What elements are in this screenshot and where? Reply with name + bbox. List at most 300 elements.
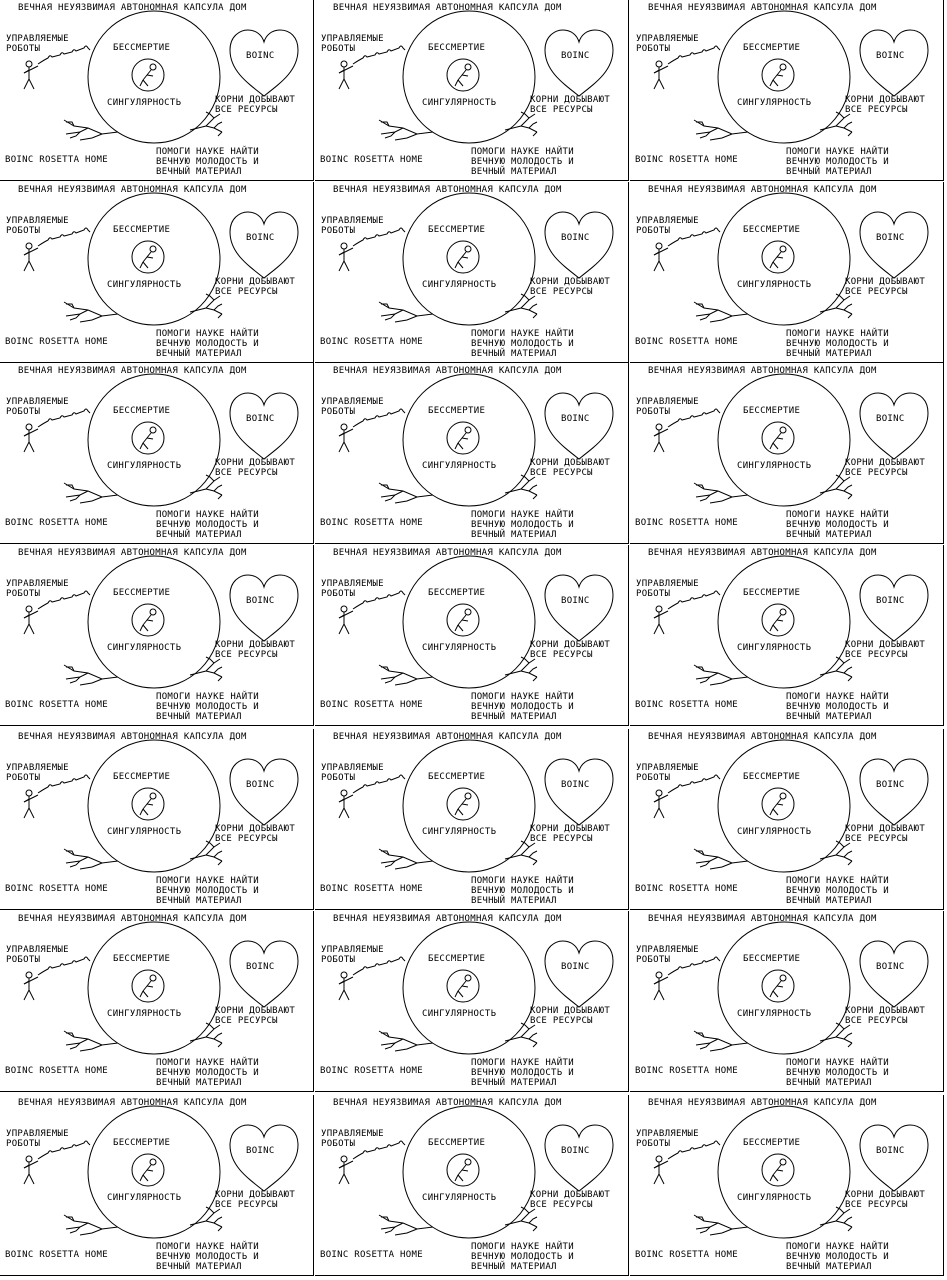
roots-right-icon <box>190 475 222 499</box>
rosetta-label: BOINC ROSETTA HOME <box>5 884 108 894</box>
roots-label: КОРНИ ДОБЫВАЮТ ВСЕ РЕСУРСЫ <box>530 277 611 297</box>
heart-icon <box>545 575 613 641</box>
card-title: ВЕЧНАЯ НЕУЯЗВИМАЯ АВТОНОМНАЯ КАПСУЛА ДОМ <box>18 366 247 376</box>
inner-figure-icon <box>132 788 164 820</box>
roots-right-icon <box>820 294 852 318</box>
capsule-circle-icon <box>88 556 220 688</box>
help-science-label: ПОМОГИ НАУКЕ НАЙТИ ВЕЧНУЮ МОЛОДОСТЬ И ВЕЧНЫЙ МАТЕРИАЛ <box>156 1058 259 1088</box>
help-science-label: ПОМОГИ НАУКЕ НАЙТИ ВЕЧНУЮ МОЛОДОСТЬ И ВЕЧНЫЙ МАТЕРИАЛ <box>471 876 574 906</box>
inner-figure-icon <box>762 1154 794 1186</box>
capsule-circle-icon <box>403 374 535 506</box>
singularity-label: СИНГУЛЯРНОСТЬ <box>737 643 812 653</box>
card-title: ВЕЧНАЯ НЕУЯЗВИМАЯ АВТОНОМНАЯ КАПСУЛА ДОМ <box>333 3 562 13</box>
stick-figure-icon <box>24 243 38 271</box>
rosetta-label: BOINC ROSETTA HOME <box>5 155 108 165</box>
heart-icon <box>860 759 928 825</box>
roots-label: КОРНИ ДОБЫВАЮТ ВСЕ РЕСУРСЫ <box>215 1006 296 1026</box>
immortality-label: БЕССМЕРТИЕ <box>743 954 801 964</box>
capsule-card <box>315 545 629 726</box>
roots-right-icon <box>505 294 537 318</box>
immortality-label: БЕССМЕРТИЕ <box>743 43 801 53</box>
heart-icon <box>230 941 298 1007</box>
stick-figure-icon <box>339 606 353 634</box>
capsule-card <box>0 911 314 1092</box>
roots-label: КОРНИ ДОБЫВАЮТ ВСЕ РЕСУРСЫ <box>845 640 926 660</box>
immortality-label: БЕССМЕРТИЕ <box>113 588 171 598</box>
roots-left-icon <box>379 1215 433 1235</box>
immortality-label: БЕССМЕРТИЕ <box>113 1138 171 1148</box>
roots-left-icon <box>694 483 748 503</box>
roots-right-icon <box>820 1023 852 1047</box>
immortality-label: БЕССМЕРТИЕ <box>743 225 801 235</box>
rosetta-label: BOINC ROSETTA HOME <box>635 518 738 528</box>
singularity-label: СИНГУЛЯРНОСТЬ <box>422 827 497 837</box>
roots-right-icon <box>820 657 852 681</box>
inner-figure-icon <box>447 1154 479 1186</box>
robots-label: УПРАВЛЯЕМЫЕ РОБОТЫ <box>636 34 699 54</box>
inner-figure-icon <box>447 422 479 454</box>
singularity-label: СИНГУЛЯРНОСТЬ <box>422 1193 497 1203</box>
rosetta-label: BOINC ROSETTA HOME <box>635 884 738 894</box>
roots-right-icon <box>820 475 852 499</box>
rosetta-label: BOINC ROSETTA HOME <box>635 1250 738 1260</box>
help-science-label: ПОМОГИ НАУКЕ НАЙТИ ВЕЧНУЮ МОЛОДОСТЬ И ВЕЧНЫЙ МАТЕРИАЛ <box>471 510 574 540</box>
capsule-card <box>0 182 314 363</box>
card-title: ВЕЧНАЯ НЕУЯЗВИМАЯ АВТОНОМНАЯ КАПСУЛА ДОМ <box>18 914 247 924</box>
capsule-circle-icon <box>718 193 850 325</box>
heart-label: BOINC <box>246 962 275 972</box>
roots-left-icon <box>379 302 433 322</box>
stick-figure-icon <box>654 243 668 271</box>
capsule-circle-icon <box>718 740 850 872</box>
stick-figure-icon <box>339 972 353 1000</box>
heart-label: BOINC <box>246 414 275 424</box>
rosetta-label: BOINC ROSETTA HOME <box>320 337 423 347</box>
inner-figure-icon <box>447 970 479 1002</box>
rosetta-label: BOINC ROSETTA HOME <box>320 1066 423 1076</box>
capsule-circle-icon <box>403 922 535 1054</box>
stick-figure-icon <box>654 972 668 1000</box>
heart-icon <box>230 393 298 459</box>
card-title: ВЕЧНАЯ НЕУЯЗВИМАЯ АВТОНОМНАЯ КАПСУЛА ДОМ <box>18 3 247 13</box>
rosetta-label: BOINC ROSETTA HOME <box>320 884 423 894</box>
roots-label: КОРНИ ДОБЫВАЮТ ВСЕ РЕСУРСЫ <box>530 824 611 844</box>
capsule-card <box>0 1095 314 1276</box>
immortality-label: БЕССМЕРТИЕ <box>743 772 801 782</box>
singularity-label: СИНГУЛЯРНОСТЬ <box>107 280 182 290</box>
robots-label: УПРАВЛЯЕМЫЕ РОБОТЫ <box>6 945 69 965</box>
singularity-label: СИНГУЛЯРНОСТЬ <box>422 1009 497 1019</box>
heart-label: BOINC <box>876 780 905 790</box>
singularity-label: СИНГУЛЯРНОСТЬ <box>422 643 497 653</box>
robots-label: УПРАВЛЯЕМЫЕ РОБОТЫ <box>636 216 699 236</box>
capsule-card <box>630 363 944 544</box>
rosetta-label: BOINC ROSETTA HOME <box>5 1066 108 1076</box>
roots-left-icon <box>694 302 748 322</box>
capsule-card <box>630 182 944 363</box>
card-title: ВЕЧНАЯ НЕУЯЗВИМАЯ АВТОНОМНАЯ КАПСУЛА ДОМ <box>18 1098 247 1108</box>
stick-figure-icon <box>24 424 38 452</box>
inner-figure-icon <box>762 59 794 91</box>
capsule-circle-icon <box>88 922 220 1054</box>
roots-left-icon <box>694 849 748 869</box>
inner-figure-icon <box>447 59 479 91</box>
card-title: ВЕЧНАЯ НЕУЯЗВИМАЯ АВТОНОМНАЯ КАПСУЛА ДОМ <box>648 914 877 924</box>
capsule-circle-icon <box>403 1106 535 1238</box>
capsule-circle-icon <box>88 11 220 143</box>
heart-label: BOINC <box>246 780 275 790</box>
roots-left-icon <box>64 302 118 322</box>
robots-label: УПРАВЛЯЕМЫЕ РОБОТЫ <box>321 34 384 54</box>
card-title: ВЕЧНАЯ НЕУЯЗВИМАЯ АВТОНОМНАЯ КАПСУЛА ДОМ <box>18 548 247 558</box>
heart-icon <box>860 212 928 278</box>
heart-icon <box>860 30 928 96</box>
card-title: ВЕЧНАЯ НЕУЯЗВИМАЯ АВТОНОМНАЯ КАПСУЛА ДОМ <box>18 732 247 742</box>
help-science-label: ПОМОГИ НАУКЕ НАЙТИ ВЕЧНУЮ МОЛОДОСТЬ И ВЕЧНЫЙ МАТЕРИАЛ <box>471 1058 574 1088</box>
singularity-label: СИНГУЛЯРНОСТЬ <box>107 1193 182 1203</box>
heart-icon <box>230 1125 298 1191</box>
stick-figure-icon <box>654 606 668 634</box>
robots-label: УПРАВЛЯЕМЫЕ РОБОТЫ <box>6 34 69 54</box>
card-title: ВЕЧНАЯ НЕУЯЗВИМАЯ АВТОНОМНАЯ КАПСУЛА ДОМ <box>333 914 562 924</box>
roots-right-icon <box>190 112 222 136</box>
heart-icon <box>860 575 928 641</box>
card-title: ВЕЧНАЯ НЕУЯЗВИМАЯ АВТОНОМНАЯ КАПСУЛА ДОМ <box>333 366 562 376</box>
heart-label: BOINC <box>561 780 590 790</box>
roots-right-icon <box>505 841 537 865</box>
heart-icon <box>545 1125 613 1191</box>
singularity-label: СИНГУЛЯРНОСТЬ <box>422 280 497 290</box>
inner-figure-icon <box>447 788 479 820</box>
heart-label: BOINC <box>246 1146 275 1156</box>
heart-icon <box>860 941 928 1007</box>
heart-label: BOINC <box>876 414 905 424</box>
capsule-card <box>0 729 314 910</box>
capsule-card <box>630 545 944 726</box>
capsule-card <box>315 0 629 181</box>
robots-label: УПРАВЛЯЕМЫЕ РОБОТЫ <box>321 945 384 965</box>
roots-label: КОРНИ ДОБЫВАЮТ ВСЕ РЕСУРСЫ <box>215 458 296 478</box>
rosetta-label: BOINC ROSETTA HOME <box>5 700 108 710</box>
roots-label: КОРНИ ДОБЫВАЮТ ВСЕ РЕСУРСЫ <box>845 277 926 297</box>
roots-left-icon <box>64 1215 118 1235</box>
capsule-card <box>315 363 629 544</box>
roots-label: КОРНИ ДОБЫВАЮТ ВСЕ РЕСУРСЫ <box>845 824 926 844</box>
robots-label: УПРАВЛЯЕМЫЕ РОБОТЫ <box>321 397 384 417</box>
immortality-label: БЕССМЕРТИЕ <box>428 772 486 782</box>
heart-label: BOINC <box>561 596 590 606</box>
help-science-label: ПОМОГИ НАУКЕ НАЙТИ ВЕЧНУЮ МОЛОДОСТЬ И ВЕЧНЫЙ МАТЕРИАЛ <box>156 147 259 177</box>
roots-left-icon <box>379 665 433 685</box>
heart-label: BOINC <box>876 1146 905 1156</box>
inner-figure-icon <box>132 604 164 636</box>
roots-right-icon <box>190 841 222 865</box>
immortality-label: БЕССМЕРТИЕ <box>428 225 486 235</box>
inner-figure-icon <box>762 422 794 454</box>
robots-label: УПРАВЛЯЕМЫЕ РОБОТЫ <box>6 579 69 599</box>
immortality-label: БЕССМЕРТИЕ <box>428 43 486 53</box>
heart-label: BOINC <box>876 596 905 606</box>
singularity-label: СИНГУЛЯРНОСТЬ <box>107 1009 182 1019</box>
rosetta-label: BOINC ROSETTA HOME <box>320 155 423 165</box>
heart-icon <box>545 30 613 96</box>
roots-left-icon <box>64 665 118 685</box>
stick-figure-icon <box>654 61 668 89</box>
help-science-label: ПОМОГИ НАУКЕ НАЙТИ ВЕЧНУЮ МОЛОДОСТЬ И ВЕЧНЫЙ МАТЕРИАЛ <box>786 147 889 177</box>
help-science-label: ПОМОГИ НАУКЕ НАЙТИ ВЕЧНУЮ МОЛОДОСТЬ И ВЕЧНЫЙ МАТЕРИАЛ <box>786 876 889 906</box>
immortality-label: БЕССМЕРТИЕ <box>113 225 171 235</box>
help-science-label: ПОМОГИ НАУКЕ НАЙТИ ВЕЧНУЮ МОЛОДОСТЬ И ВЕЧНЫЙ МАТЕРИАЛ <box>156 876 259 906</box>
capsule-card <box>630 911 944 1092</box>
singularity-label: СИНГУЛЯРНОСТЬ <box>737 1193 812 1203</box>
singularity-label: СИНГУЛЯРНОСТЬ <box>422 461 497 471</box>
singularity-label: СИНГУЛЯРНОСТЬ <box>737 280 812 290</box>
immortality-label: БЕССМЕРТИЕ <box>428 954 486 964</box>
roots-right-icon <box>820 1207 852 1231</box>
inner-figure-icon <box>132 59 164 91</box>
heart-label: BOINC <box>876 962 905 972</box>
inner-figure-icon <box>762 241 794 273</box>
immortality-label: БЕССМЕРТИЕ <box>113 406 171 416</box>
inner-figure-icon <box>132 1154 164 1186</box>
heart-label: BOINC <box>561 414 590 424</box>
robots-label: УПРАВЛЯЕМЫЕ РОБОТЫ <box>321 579 384 599</box>
inner-figure-icon <box>447 604 479 636</box>
robots-label: УПРАВЛЯЕМЫЕ РОБОТЫ <box>6 397 69 417</box>
help-science-label: ПОМОГИ НАУКЕ НАЙТИ ВЕЧНУЮ МОЛОДОСТЬ И ВЕЧНЫЙ МАТЕРИАЛ <box>786 510 889 540</box>
robots-label: УПРАВЛЯЕМЫЕ РОБОТЫ <box>636 579 699 599</box>
heart-icon <box>860 1125 928 1191</box>
rosetta-label: BOINC ROSETTA HOME <box>5 1250 108 1260</box>
roots-label: КОРНИ ДОБЫВАЮТ ВСЕ РЕСУРСЫ <box>215 824 296 844</box>
heart-label: BOINC <box>876 233 905 243</box>
help-science-label: ПОМОГИ НАУКЕ НАЙТИ ВЕЧНУЮ МОЛОДОСТЬ И ВЕЧНЫЙ МАТЕРИАЛ <box>786 1242 889 1272</box>
heart-label: BOINC <box>561 51 590 61</box>
singularity-label: СИНГУЛЯРНОСТЬ <box>737 98 812 108</box>
stick-figure-icon <box>24 972 38 1000</box>
capsule-circle-icon <box>403 11 535 143</box>
card-title: ВЕЧНАЯ НЕУЯЗВИМАЯ АВТОНОМНАЯ КАПСУЛА ДОМ <box>648 3 877 13</box>
capsule-card <box>315 1095 629 1276</box>
capsule-circle-icon <box>718 374 850 506</box>
rosetta-label: BOINC ROSETTA HOME <box>320 518 423 528</box>
stick-figure-icon <box>654 1156 668 1184</box>
card-title: ВЕЧНАЯ НЕУЯЗВИМАЯ АВТОНОМНАЯ КАПСУЛА ДОМ <box>648 732 877 742</box>
singularity-label: СИНГУЛЯРНОСТЬ <box>107 461 182 471</box>
stick-figure-icon <box>24 790 38 818</box>
capsule-circle-icon <box>88 1106 220 1238</box>
capsule-circle-icon <box>88 374 220 506</box>
stick-figure-icon <box>339 790 353 818</box>
inner-figure-icon <box>762 970 794 1002</box>
heart-icon <box>230 575 298 641</box>
capsule-circle-icon <box>403 740 535 872</box>
roots-left-icon <box>694 1031 748 1051</box>
robots-label: УПРАВЛЯЕМЫЕ РОБОТЫ <box>321 763 384 783</box>
roots-right-icon <box>505 1023 537 1047</box>
rosetta-label: BOINC ROSETTA HOME <box>320 1250 423 1260</box>
heart-icon <box>230 759 298 825</box>
robots-label: УПРАВЛЯЕМЫЕ РОБОТЫ <box>636 397 699 417</box>
card-title: ВЕЧНАЯ НЕУЯЗВИМАЯ АВТОНОМНАЯ КАПСУЛА ДОМ <box>648 548 877 558</box>
roots-right-icon <box>820 841 852 865</box>
roots-right-icon <box>190 294 222 318</box>
roots-left-icon <box>694 665 748 685</box>
capsule-circle-icon <box>718 1106 850 1238</box>
immortality-label: БЕССМЕРТИЕ <box>743 406 801 416</box>
singularity-label: СИНГУЛЯРНОСТЬ <box>107 827 182 837</box>
roots-left-icon <box>379 120 433 140</box>
singularity-label: СИНГУЛЯРНОСТЬ <box>737 827 812 837</box>
help-science-label: ПОМОГИ НАУКЕ НАЙТИ ВЕЧНУЮ МОЛОДОСТЬ И ВЕЧНЫЙ МАТЕРИАЛ <box>156 1242 259 1272</box>
help-science-label: ПОМОГИ НАУКЕ НАЙТИ ВЕЧНУЮ МОЛОДОСТЬ И ВЕЧНЫЙ МАТЕРИАЛ <box>786 692 889 722</box>
heart-label: BOINC <box>246 233 275 243</box>
stick-figure-icon <box>339 1156 353 1184</box>
stick-figure-icon <box>24 61 38 89</box>
capsule-card <box>630 0 944 181</box>
roots-label: КОРНИ ДОБЫВАЮТ ВСЕ РЕСУРСЫ <box>845 458 926 478</box>
heart-label: BOINC <box>246 51 275 61</box>
robots-label: УПРАВЛЯЕМЫЕ РОБОТЫ <box>636 1129 699 1149</box>
capsule-circle-icon <box>403 193 535 325</box>
singularity-label: СИНГУЛЯРНОСТЬ <box>737 461 812 471</box>
heart-icon <box>545 759 613 825</box>
capsule-card <box>630 729 944 910</box>
stick-figure-icon <box>339 61 353 89</box>
singularity-label: СИНГУЛЯРНОСТЬ <box>737 1009 812 1019</box>
roots-left-icon <box>64 120 118 140</box>
capsule-card <box>315 182 629 363</box>
help-science-label: ПОМОГИ НАУКЕ НАЙТИ ВЕЧНУЮ МОЛОДОСТЬ И ВЕЧНЫЙ МАТЕРИАЛ <box>471 692 574 722</box>
card-title: ВЕЧНАЯ НЕУЯЗВИМАЯ АВТОНОМНАЯ КАПСУЛА ДОМ <box>648 1098 877 1108</box>
inner-figure-icon <box>762 604 794 636</box>
roots-left-icon <box>64 483 118 503</box>
help-science-label: ПОМОГИ НАУКЕ НАЙТИ ВЕЧНУЮ МОЛОДОСТЬ И ВЕЧНЫЙ МАТЕРИАЛ <box>156 692 259 722</box>
robots-label: УПРАВЛЯЕМЫЕ РОБОТЫ <box>6 216 69 236</box>
roots-left-icon <box>379 483 433 503</box>
capsule-circle-icon <box>718 556 850 688</box>
rosetta-label: BOINC ROSETTA HOME <box>635 1066 738 1076</box>
roots-right-icon <box>820 112 852 136</box>
rosetta-label: BOINC ROSETTA HOME <box>635 337 738 347</box>
singularity-label: СИНГУЛЯРНОСТЬ <box>422 98 497 108</box>
roots-left-icon <box>694 1215 748 1235</box>
roots-left-icon <box>379 1031 433 1051</box>
help-science-label: ПОМОГИ НАУКЕ НАЙТИ ВЕЧНУЮ МОЛОДОСТЬ И ВЕЧНЫЙ МАТЕРИАЛ <box>786 1058 889 1088</box>
stick-figure-icon <box>339 424 353 452</box>
robots-label: УПРАВЛЯЕМЫЕ РОБОТЫ <box>321 216 384 236</box>
immortality-label: БЕССМЕРТИЕ <box>428 1138 486 1148</box>
robots-label: УПРАВЛЯЕМЫЕ РОБОТЫ <box>6 1129 69 1149</box>
roots-right-icon <box>190 1207 222 1231</box>
help-science-label: ПОМОГИ НАУКЕ НАЙТИ ВЕЧНУЮ МОЛОДОСТЬ И ВЕЧНЫЙ МАТЕРИАЛ <box>786 329 889 359</box>
robots-label: УПРАВЛЯЕМЫЕ РОБОТЫ <box>321 1129 384 1149</box>
heart-label: BOINC <box>561 962 590 972</box>
inner-figure-icon <box>447 241 479 273</box>
singularity-label: СИНГУЛЯРНОСТЬ <box>107 98 182 108</box>
heart-label: BOINC <box>876 51 905 61</box>
stick-figure-icon <box>24 606 38 634</box>
capsule-card <box>315 911 629 1092</box>
immortality-label: БЕССМЕРТИЕ <box>743 1138 801 1148</box>
capsule-circle-icon <box>88 740 220 872</box>
card-title: ВЕЧНАЯ НЕУЯЗВИМАЯ АВТОНОМНАЯ КАПСУЛА ДОМ <box>333 732 562 742</box>
roots-right-icon <box>505 657 537 681</box>
rosetta-label: BOINC ROSETTA HOME <box>5 518 108 528</box>
heart-icon <box>230 30 298 96</box>
stick-figure-icon <box>24 1156 38 1184</box>
heart-label: BOINC <box>561 1146 590 1156</box>
capsule-circle-icon <box>718 11 850 143</box>
heart-icon <box>545 941 613 1007</box>
robots-label: УПРАВЛЯЕМЫЕ РОБОТЫ <box>6 763 69 783</box>
capsule-circle-icon <box>88 193 220 325</box>
roots-label: КОРНИ ДОБЫВАЮТ ВСЕ РЕСУРСЫ <box>845 95 926 115</box>
card-title: ВЕЧНАЯ НЕУЯЗВИМАЯ АВТОНОМНАЯ КАПСУЛА ДОМ <box>333 1098 562 1108</box>
robots-label: УПРАВЛЯЕМЫЕ РОБОТЫ <box>636 763 699 783</box>
roots-label: КОРНИ ДОБЫВАЮТ ВСЕ РЕСУРСЫ <box>530 640 611 660</box>
rosetta-label: BOINC ROSETTA HOME <box>635 700 738 710</box>
inner-figure-icon <box>132 241 164 273</box>
singularity-label: СИНГУЛЯРНОСТЬ <box>107 643 182 653</box>
roots-left-icon <box>379 849 433 869</box>
capsule-circle-icon <box>718 922 850 1054</box>
immortality-label: БЕССМЕРТИЕ <box>113 772 171 782</box>
capsule-card <box>315 729 629 910</box>
roots-right-icon <box>505 1207 537 1231</box>
roots-label: КОРНИ ДОБЫВАЮТ ВСЕ РЕСУРСЫ <box>845 1190 926 1210</box>
help-science-label: ПОМОГИ НАУКЕ НАЙТИ ВЕЧНУЮ МОЛОДОСТЬ И ВЕЧНЫЙ МАТЕРИАЛ <box>156 510 259 540</box>
card-title: ВЕЧНАЯ НЕУЯЗВИМАЯ АВТОНОМНАЯ КАПСУЛА ДОМ <box>18 185 247 195</box>
immortality-label: БЕССМЕРТИЕ <box>113 954 171 964</box>
inner-figure-icon <box>132 970 164 1002</box>
roots-left-icon <box>64 1031 118 1051</box>
immortality-label: БЕССМЕРТИЕ <box>113 43 171 53</box>
stick-figure-icon <box>339 243 353 271</box>
rosetta-label: BOINC ROSETTA HOME <box>635 155 738 165</box>
help-science-label: ПОМОГИ НАУКЕ НАЙТИ ВЕЧНУЮ МОЛОДОСТЬ И ВЕЧНЫЙ МАТЕРИАЛ <box>471 1242 574 1272</box>
heart-label: BOINC <box>561 233 590 243</box>
heart-icon <box>230 212 298 278</box>
capsule-card <box>630 1095 944 1276</box>
capsule-card <box>0 545 314 726</box>
roots-label: КОРНИ ДОБЫВАЮТ ВСЕ РЕСУРСЫ <box>215 1190 296 1210</box>
roots-left-icon <box>64 849 118 869</box>
inner-figure-icon <box>132 422 164 454</box>
roots-label: КОРНИ ДОБЫВАЮТ ВСЕ РЕСУРСЫ <box>530 95 611 115</box>
robots-label: УПРАВЛЯЕМЫЕ РОБОТЫ <box>636 945 699 965</box>
inner-figure-icon <box>762 788 794 820</box>
stick-figure-icon <box>654 790 668 818</box>
stick-figure-icon <box>654 424 668 452</box>
help-science-label: ПОМОГИ НАУКЕ НАЙТИ ВЕЧНУЮ МОЛОДОСТЬ И ВЕЧНЫЙ МАТЕРИАЛ <box>471 147 574 177</box>
roots-right-icon <box>190 657 222 681</box>
roots-right-icon <box>505 475 537 499</box>
roots-right-icon <box>190 1023 222 1047</box>
heart-icon <box>545 393 613 459</box>
roots-label: КОРНИ ДОБЫВАЮТ ВСЕ РЕСУРСЫ <box>215 95 296 115</box>
capsule-card <box>0 363 314 544</box>
immortality-label: БЕССМЕРТИЕ <box>743 588 801 598</box>
rosetta-label: BOINC ROSETTA HOME <box>320 700 423 710</box>
rosetta-label: BOINC ROSETTA HOME <box>5 337 108 347</box>
heart-label: BOINC <box>246 596 275 606</box>
card-title: ВЕЧНАЯ НЕУЯЗВИМАЯ АВТОНОМНАЯ КАПСУЛА ДОМ <box>648 185 877 195</box>
card-title: ВЕЧНАЯ НЕУЯЗВИМАЯ АВТОНОМНАЯ КАПСУЛА ДОМ <box>333 548 562 558</box>
heart-icon <box>860 393 928 459</box>
roots-label: КОРНИ ДОБЫВАЮТ ВСЕ РЕСУРСЫ <box>530 1190 611 1210</box>
card-title: ВЕЧНАЯ НЕУЯЗВИМАЯ АВТОНОМНАЯ КАПСУЛА ДОМ <box>333 185 562 195</box>
